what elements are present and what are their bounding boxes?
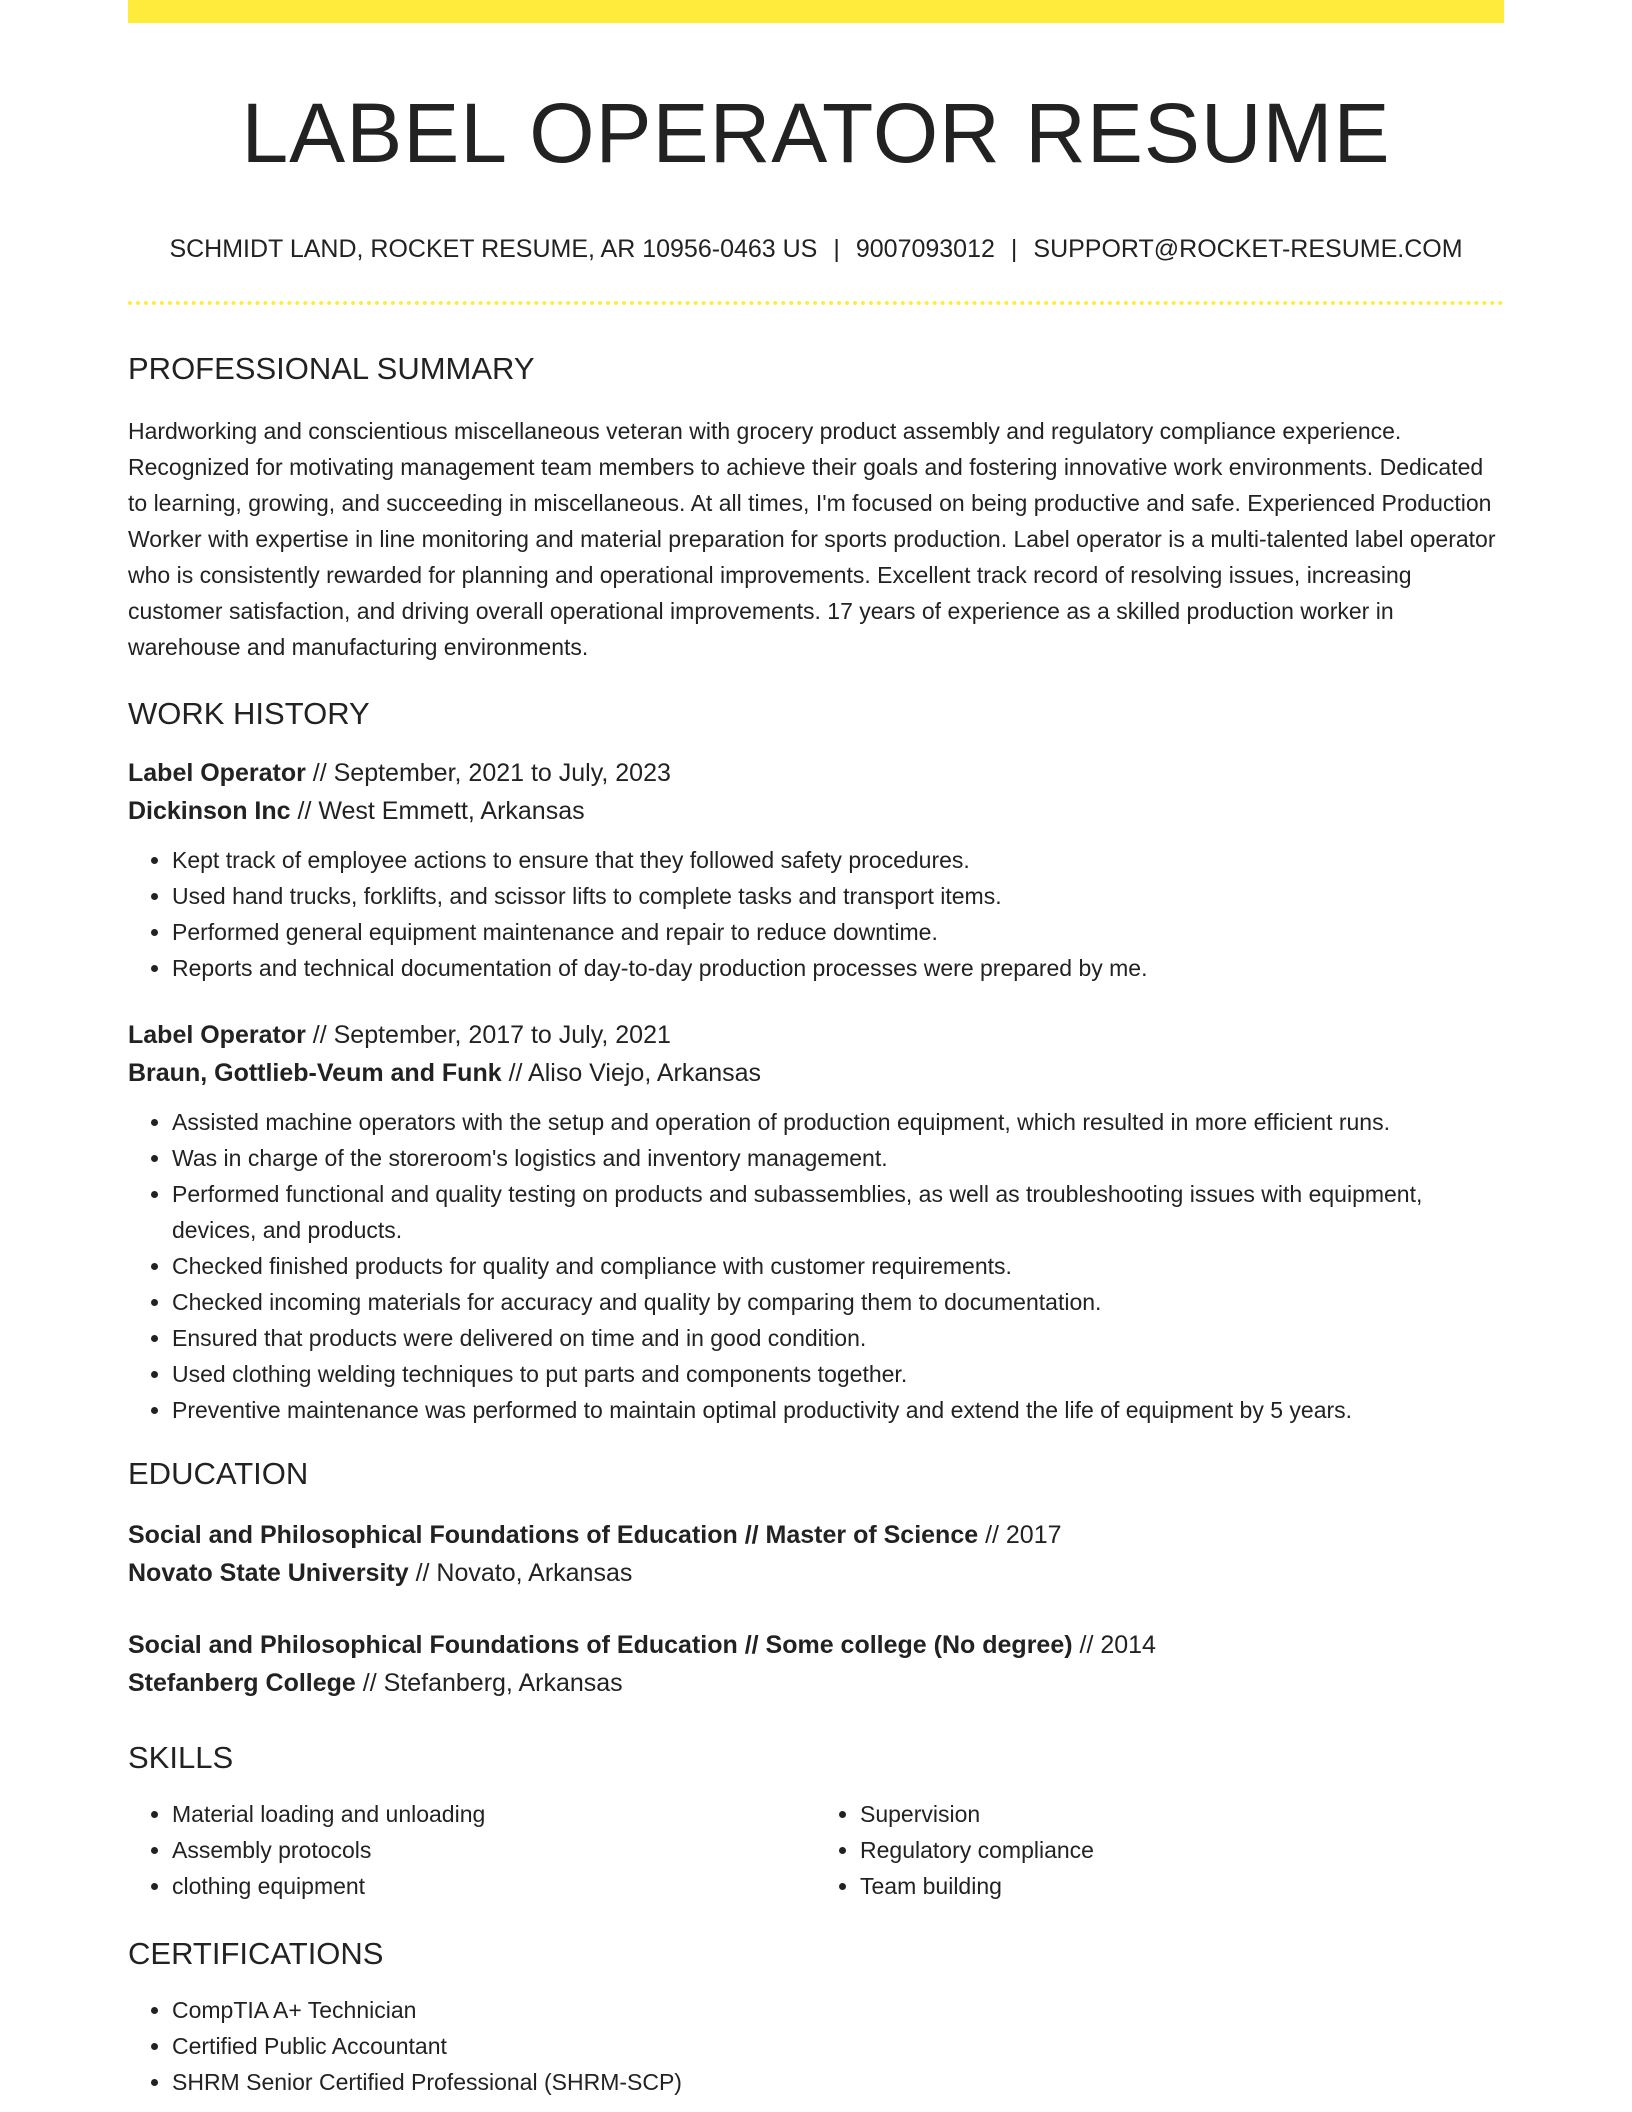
contact-address: SCHMIDT LAND, ROCKET RESUME, AR 10956-0463 US [169,235,818,263]
dotted-divider [128,301,1504,305]
graduation-year: // 2014 [1072,1631,1156,1659]
job-title-line [128,754,1504,792]
skill-item: • clothing equipment [172,1868,816,1904]
degree: Social and Philosophical Foundations of Education // Some college (No degree) [128,1631,1073,1659]
contact-separator: | [833,235,840,263]
job-entry [128,754,1504,986]
job-title-line [128,1016,1504,1054]
job-entry [128,1016,1504,1428]
job-duty: • Preventive maintenance was performed to maintain optimal productivity and extend the life of equipment by 5 years. [172,1392,1504,1428]
skill-item: • Supervision [860,1796,1504,1832]
degree: Social and Philosophical Foundations of Education // Master of Science [128,1521,979,1549]
skill-item: • Team building [860,1868,1504,1904]
accent-bar [128,0,1504,23]
job-duty: • Used hand trucks, forklifts, and scissor lifts to complete tasks and transport items. [172,878,1504,914]
certifications-list [128,1992,1504,2100]
education-entry [128,1516,1504,1592]
job-duty: • Assisted machine operators with the setup and operation of production equipment, which resulted in more efficient runs. [172,1104,1504,1140]
degree-line [128,1626,1504,1664]
skills-grid [128,1796,1504,1904]
education-entry [128,1626,1504,1702]
school-name: Novato State University [128,1559,409,1587]
job-duty: • Performed general equipment maintenance and repair to reduce downtime. [172,914,1504,950]
education-heading: EDUCATION [128,1456,309,1491]
contact-phone: 9007093012 [855,235,995,263]
resume-title: LABEL OPERATOR RESUME [241,86,1391,180]
job-duty: • Performed functional and quality testing on products and subassemblies, as well as troubleshooting issues with equipment, devices, and products. [172,1176,1504,1248]
job-company-line [128,792,1504,830]
job-location: // Aliso Viejo, Arkansas [501,1059,762,1087]
job-duty: • Checked finished products for quality and compliance with customer requirements. [172,1248,1504,1284]
school-location: // Novato, Arkansas [408,1559,633,1587]
school-name: Stefanberg College [128,1669,356,1697]
contact-line [128,233,1504,265]
job-duty: • Kept track of employee actions to ensure that they followed safety procedures. [172,842,1504,878]
job-title: Label Operator [128,1021,306,1049]
summary-heading: PROFESSIONAL SUMMARY [128,351,535,386]
job-location: // West Emmett, Arkansas [290,797,585,825]
job-title: Label Operator [128,759,306,787]
job-duty: • Was in charge of the storeroom's logistics and inventory management. [172,1140,1504,1176]
job-duties [128,1104,1504,1428]
skills-column-right [816,1796,1504,1904]
skills-column-left [128,1796,816,1904]
summary-text: Hardworking and conscientious miscellaneous veteran with grocery product assembly and regulatory compliance experience. Recognized for motivating management team members to achieve their goals and fostering innovative work environments. Dedicated to learning, growing, and succeeding in miscellaneous. At all times, I'm focused on being productive and safe. Experienced Production Worker with expertise in line monitoring and material preparation for sports production. Label operator is a multi-talented label operator who is consistently rewarded for planning and operational improvements. Excellent track record of resolving issues, increasing customer satisfaction, and driving overall operational improvements. 17 years of experience as a skilled production worker in warehouse and manufacturing environments. [128,418,1496,660]
job-duty: • Reports and technical documentation of day-to-day production processes were prepared by me. [172,950,1504,986]
school-location: // Stefanberg, Arkansas [355,1669,623,1697]
job-dates: // September, 2021 to July, 2023 [305,759,671,787]
graduation-year: // 2017 [978,1521,1062,1549]
certifications-heading: CERTIFICATIONS [128,1936,384,1971]
contact-separator: | [1010,235,1018,263]
work-history-heading: WORK HISTORY [128,696,370,731]
job-company: Dickinson Inc [128,797,291,825]
job-duty: • Ensured that products were delivered on time and in good condition. [172,1320,1504,1356]
job-dates: // September, 2017 to July, 2021 [305,1021,671,1049]
certification-item: • Certified Public Accountant [172,2028,1504,2064]
skill-item: • Assembly protocols [172,1832,816,1868]
skill-item: • Regulatory compliance [860,1832,1504,1868]
resume-page [128,0,1504,2100]
job-duty: • Checked incoming materials for accuracy and quality by comparing them to documentation. [172,1284,1504,1320]
certification-item: • SHRM Senior Certified Professional (SHRM-SCP) [172,2064,1504,2100]
job-company: Braun, Gottlieb-Veum and Funk [128,1059,502,1087]
degree-line [128,1516,1504,1554]
skill-item: • Material loading and unloading [172,1796,816,1832]
skills-heading: SKILLS [128,1740,234,1775]
job-company-line [128,1054,1504,1092]
school-line [128,1554,1504,1592]
contact-email: SUPPORT@ROCKET-RESUME.COM [1033,235,1463,263]
school-line [128,1664,1504,1702]
certification-item: • CompTIA A+ Technician [172,1992,1504,2028]
job-duty: • Used clothing welding techniques to put parts and components together. [172,1356,1504,1392]
job-duties [128,842,1504,986]
